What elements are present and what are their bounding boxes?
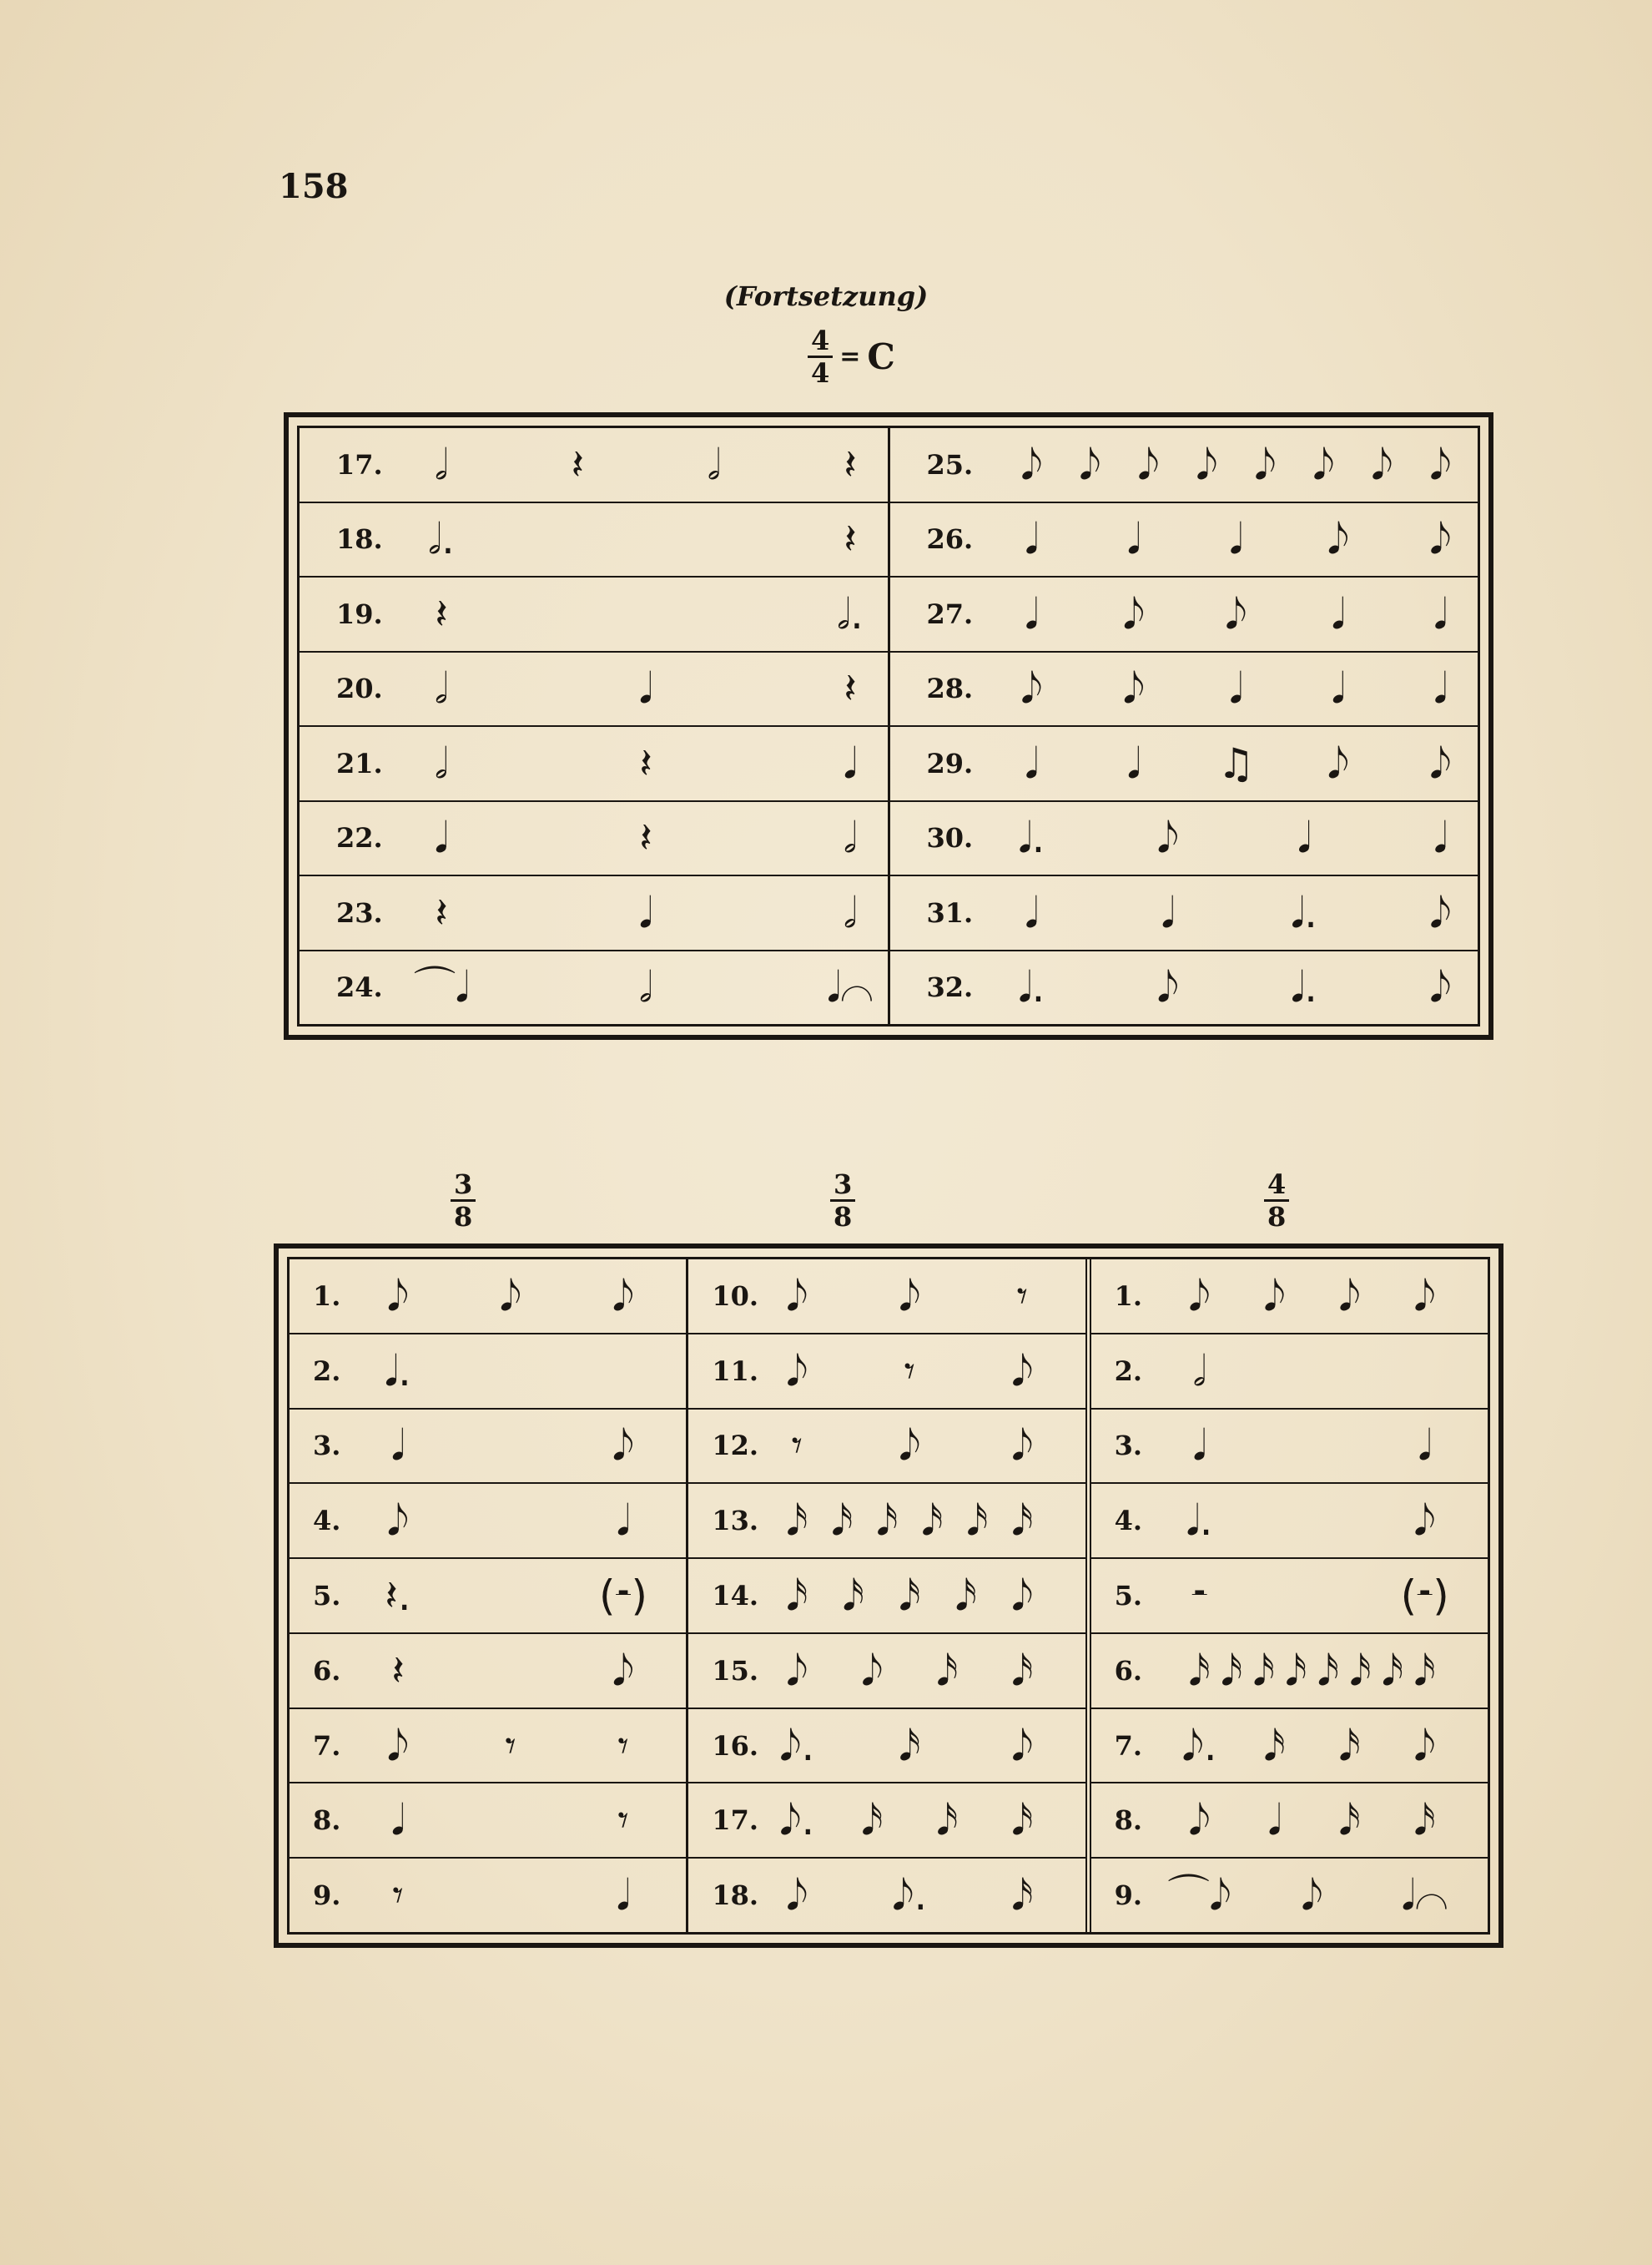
note-symbol: 𝅘𝅥𝅮: [500, 1271, 521, 1320]
note-symbol: 𝅘𝅥𝅮: [1188, 1271, 1211, 1320]
note-symbol: 𝅘𝅥𝅮: [612, 1646, 634, 1695]
note-symbol: 𝅘𝅥.: [1018, 963, 1045, 1012]
note-symbol: 𝅘𝅥𝅮: [1123, 589, 1145, 638]
table-row: [890, 503, 1478, 578]
exercise-number: 6.: [313, 1654, 341, 1687]
table-row: [688, 1783, 1085, 1859]
note-symbol: 𝅘𝅥𝅮: [861, 1646, 884, 1695]
note-symbol: 𝅘𝅥𝅯: [1221, 1646, 1243, 1695]
time-signature-denominator: 8: [454, 1201, 473, 1233]
exercise-number: 28.: [926, 673, 974, 705]
note-symbol: 𝅘𝅥𝅮.: [1181, 1721, 1217, 1770]
table-row: [890, 578, 1478, 653]
note-symbol: 𝅘𝅥𝅮: [1429, 888, 1452, 937]
note-symbol: 𝅘𝅥𝅮: [612, 1271, 634, 1320]
note-symbol: 𝅘𝅥𝅮: [1327, 515, 1349, 564]
table-column: [300, 428, 890, 1024]
note-symbol: 𝅘𝅥𝅮: [1079, 440, 1101, 489]
exercise-number: 3.: [313, 1430, 341, 1462]
note-symbol: 𝅘𝅥: [1297, 814, 1312, 863]
note-symbol: 𝅘𝅥: [844, 739, 857, 788]
exercise-number: 12.: [712, 1430, 758, 1462]
note-symbol: 𝅘𝅥𝅮: [1338, 1271, 1361, 1320]
note-symbol: 𝄾: [505, 1721, 516, 1770]
note-symbol: 𝅗𝅥: [707, 440, 721, 489]
note-symbol: 𝅘𝅥: [1433, 664, 1448, 714]
note-symbol: 𝅘𝅥𝅮: [1413, 1721, 1436, 1770]
note-symbol: 𝅘𝅥⌒: [827, 963, 874, 1012]
table-row: [1091, 1559, 1488, 1634]
table-row: [890, 951, 1478, 1025]
note-symbol: 𝅘𝅥𝅮: [1020, 664, 1043, 714]
exercise-number: 30.: [926, 822, 974, 855]
table-row: [290, 1334, 686, 1410]
note-symbol: 𝅘𝅥: [1127, 739, 1141, 788]
table-row: [688, 1410, 1085, 1485]
table-row: [1091, 1634, 1488, 1709]
note-symbol: 𝄽: [571, 440, 584, 489]
table-row: [688, 1634, 1085, 1709]
note-symbol: 𝅗𝅥: [844, 888, 857, 937]
note-symbol: 𝅘𝅥: [1025, 888, 1039, 937]
table-row: [890, 802, 1478, 877]
note-symbol: 𝅘𝅥𝅮: [1011, 1571, 1034, 1621]
note-symbol: 𝅘𝅥𝅯: [1413, 1646, 1436, 1695]
note-symbol: 𝅘𝅥𝅮: [1429, 739, 1452, 788]
note-symbol: (𝄼): [1400, 1571, 1449, 1621]
table-row: [300, 727, 888, 802]
note-symbol: 𝅘𝅥𝅯: [842, 1571, 864, 1621]
note-symbol: 𝅘𝅥.: [1291, 963, 1318, 1012]
note-symbol: 𝄾: [617, 1721, 629, 1770]
equals-sign: =: [839, 342, 861, 371]
note-symbol: 𝅘𝅥𝅯: [1188, 1646, 1211, 1695]
note-symbol: 𝅗𝅥: [435, 440, 448, 489]
table-column: [890, 428, 1478, 1024]
time-signature-denominator: 8: [834, 1201, 853, 1233]
table-column: [688, 1259, 1090, 1932]
table-row: [290, 1859, 686, 1932]
exercise-number: 23.: [336, 896, 383, 929]
table-row: [300, 428, 888, 503]
note-symbol: 𝅘𝅥: [1025, 515, 1039, 564]
note-symbol: 𝅘𝅥𝅮: [1225, 589, 1247, 638]
note-symbol: 𝅘𝅥𝅮.: [779, 1796, 815, 1845]
note-symbol: 𝄾: [392, 1871, 404, 1920]
note-symbol: 𝅘𝅥𝅯: [1252, 1646, 1275, 1695]
note-symbol: 𝅘𝅥𝅯: [899, 1721, 921, 1770]
exercise-number: 26.: [926, 523, 974, 556]
note-symbol: 𝅘𝅥𝅮: [786, 1346, 808, 1395]
exercise-number: 27.: [926, 598, 974, 630]
note-symbol: 𝅘𝅥: [1161, 888, 1175, 937]
note-symbol: 𝅘𝅥: [1229, 664, 1243, 714]
top-table-inner: [297, 426, 1480, 1027]
note-symbol: 𝅘𝅥𝅮: [1011, 1346, 1034, 1395]
note-symbol: 𝅘𝅥𝅮: [1413, 1271, 1436, 1320]
note-symbol: (𝄼): [598, 1571, 648, 1621]
table-row: [1091, 1410, 1488, 1485]
note-symbol: 𝅘𝅥: [639, 888, 652, 937]
table-row: [290, 1410, 686, 1485]
note-symbol: 𝅘𝅥𝅯: [1011, 1496, 1034, 1546]
note-symbol: 𝅘𝅥: [1433, 589, 1448, 638]
note-symbol: 𝅘𝅥𝅮: [1156, 963, 1179, 1012]
note-symbol: 𝅘𝅥𝅮: [1137, 440, 1160, 489]
time-signature-col1: [451, 1168, 476, 1233]
time-signature-col2: [830, 1168, 855, 1233]
table-row: [688, 1259, 1085, 1334]
exercise-number: 15.: [712, 1654, 758, 1687]
common-time-symbol: C: [867, 336, 895, 377]
table-row: [300, 653, 888, 728]
exercise-number: 8.: [313, 1804, 341, 1837]
note-symbol: 𝅘𝅥𝅮: [786, 1271, 808, 1320]
note-symbol: 𝅘𝅥𝅯: [1349, 1646, 1372, 1695]
exercise-number: 22.: [336, 822, 383, 855]
note-symbol: 𝅘𝅥: [639, 664, 652, 714]
note-symbol: 𝅘𝅥𝅮: [1011, 1421, 1034, 1470]
note-symbol: 𝄽: [435, 888, 448, 937]
top-rhythm-table: [284, 412, 1493, 1040]
note-symbol: 𝅘𝅥𝅮: [1301, 1871, 1323, 1920]
table-row: [688, 1334, 1085, 1410]
table-row: [890, 428, 1478, 503]
note-symbol: 𝅘𝅥𝅮: [786, 1871, 808, 1920]
exercise-number: 29.: [926, 747, 974, 779]
note-symbol: 𝅗𝅥.: [837, 589, 864, 638]
note-symbol: 𝅘𝅥𝅮: [1123, 664, 1145, 714]
exercise-number: 7.: [313, 1729, 341, 1762]
exercise-number: 21.: [336, 747, 383, 779]
note-symbol: 𝅗𝅥: [639, 963, 652, 1012]
note-symbol: 𝅘𝅥𝅯: [936, 1646, 959, 1695]
table-row: [1091, 1484, 1488, 1559]
note-symbol: 𝅘𝅥𝅮: [1327, 739, 1349, 788]
note-symbol: 𝅘𝅥𝅮: [1429, 515, 1452, 564]
note-symbol: 𝅘𝅥𝅮.: [779, 1721, 815, 1770]
note-symbol: 𝄽.: [385, 1571, 411, 1621]
exercise-number: 10.: [712, 1279, 758, 1312]
note-symbol: 𝅘𝅥𝅮: [1020, 440, 1043, 489]
note-symbol: 𝅘𝅥𝅮: [387, 1721, 409, 1770]
table-row: [688, 1559, 1085, 1634]
note-symbol: 𝅘𝅥𝅮: [1188, 1796, 1211, 1845]
exercise-number: 1.: [313, 1279, 341, 1312]
note-symbol: 𝅘𝅥.: [385, 1346, 411, 1395]
note-symbol: 𝅘𝅥𝅯: [1338, 1721, 1361, 1770]
note-symbol: 𝅘𝅥𝅮: [1312, 440, 1335, 489]
note-symbol: 𝅘𝅥𝅯: [1382, 1646, 1404, 1695]
note-symbol: 𝅗𝅥: [1192, 1346, 1206, 1395]
exercise-number: 25.: [926, 448, 974, 481]
note-symbol: 𝅘𝅥𝅯: [876, 1496, 899, 1546]
top-time-signature: [808, 325, 895, 389]
note-symbol: 𝅘𝅥𝅯: [1413, 1796, 1436, 1845]
time-signature-numerator: 3: [830, 1171, 855, 1202]
note-symbol: 𝄾: [791, 1421, 803, 1470]
table-row: [688, 1709, 1085, 1784]
note-symbol: 𝅘𝅥𝅮: [1156, 814, 1179, 863]
note-symbol: 𝅘𝅥𝅯: [1011, 1646, 1034, 1695]
note-symbol: 𝅘𝅥𝅮: [1011, 1721, 1034, 1770]
note-symbol: 𝅘𝅥𝅮: [612, 1421, 634, 1470]
note-symbol: 𝅘𝅥𝅯: [1011, 1871, 1034, 1920]
bottom-table-inner: [287, 1257, 1490, 1935]
exercise-number: 32.: [926, 971, 974, 1004]
note-symbol: 𝅘𝅥𝅮: [387, 1271, 409, 1320]
exercise-number: 11.: [712, 1354, 758, 1387]
note-symbol: 𝅗𝅥: [844, 814, 857, 863]
time-signature-col3: [1264, 1168, 1289, 1233]
table-row: [688, 1484, 1085, 1559]
note-symbol: 𝅘𝅥𝅮: [899, 1421, 921, 1470]
note-symbol: 𝅘𝅥𝅮: [1429, 963, 1452, 1012]
exercise-number: 2.: [313, 1354, 341, 1387]
note-symbol: 𝅘𝅥.: [1186, 1496, 1213, 1546]
note-symbol: 𝅘𝅥: [617, 1871, 630, 1920]
note-symbol: 𝅘𝅥𝅮: [899, 1271, 921, 1320]
exercise-number: 18.: [712, 1879, 758, 1912]
note-symbol: 𝅘𝅥𝅮: [786, 1646, 808, 1695]
table-row: [300, 503, 888, 578]
table-row: [300, 802, 888, 877]
bottom-rhythm-table: [274, 1243, 1503, 1948]
time-signature-numerator: 4: [1264, 1171, 1289, 1202]
exercise-number: 18.: [336, 523, 383, 556]
note-symbol: 𝅘𝅥𝅮: [387, 1496, 409, 1546]
time-signature-fraction: [808, 325, 833, 389]
note-symbol: 𝅘𝅥𝅯: [1317, 1646, 1339, 1695]
note-symbol: 𝅘𝅥: [1192, 1421, 1206, 1470]
note-symbol: 𝅘𝅥: [435, 814, 448, 863]
time-signature-denominator: 8: [1267, 1201, 1287, 1233]
note-symbol: 𝅘𝅥: [1433, 814, 1448, 863]
subtitle: (Fortsetzung): [723, 280, 929, 312]
note-symbol: 𝅘𝅥: [1332, 589, 1345, 638]
exercise-number: 13.: [712, 1505, 758, 1537]
note-symbol: 𝅘𝅥.: [1291, 888, 1318, 937]
note-symbol: 𝄾: [904, 1346, 915, 1395]
note-symbol: 𝅘𝅥𝅯: [1263, 1721, 1286, 1770]
time-signature-numerator: 4: [808, 327, 833, 358]
note-symbol: 𝅘𝅥: [1127, 515, 1141, 564]
table-row: [890, 653, 1478, 728]
note-symbol: 𝄽: [844, 440, 857, 489]
exercise-number: 5.: [1114, 1580, 1143, 1612]
table-column: [1091, 1259, 1488, 1932]
note-symbol: 𝄽: [435, 589, 448, 638]
note-symbol: 𝅘𝅥𝅮: [1371, 440, 1393, 489]
table-row: [290, 1634, 686, 1709]
table-row: [300, 578, 888, 653]
exercise-number: 17.: [336, 448, 383, 481]
page-number: 158: [279, 167, 349, 206]
note-symbol: 𝅘𝅥𝅮: [1196, 440, 1218, 489]
note-symbol: ♫: [1217, 739, 1255, 788]
table-row: [290, 1484, 686, 1559]
note-symbol: 𝅘𝅥𝅯: [936, 1796, 959, 1845]
note-symbol: 𝅘𝅥: [1332, 664, 1345, 714]
exercise-number: 5.: [313, 1580, 341, 1612]
exercise-number: 14.: [712, 1580, 758, 1612]
note-symbol: 𝄽: [639, 739, 652, 788]
exercise-number: 4.: [313, 1505, 341, 1537]
table-row: [290, 1259, 686, 1334]
exercise-number: 20.: [336, 673, 383, 705]
table-row: [890, 876, 1478, 951]
table-row: [1091, 1334, 1488, 1410]
table-column: [290, 1259, 688, 1932]
exercise-number: 9.: [313, 1879, 341, 1912]
note-symbol: 𝅘𝅥: [391, 1421, 405, 1470]
note-symbol: 𝅗𝅥.: [428, 515, 455, 564]
table-row: [290, 1783, 686, 1859]
exercise-number: 1.: [1114, 1279, 1143, 1312]
note-symbol: 𝄽: [639, 814, 652, 863]
exercise-number: 24.: [336, 971, 383, 1004]
exercise-number: 2.: [1114, 1354, 1143, 1387]
table-row: [300, 951, 888, 1025]
note-symbol: 𝅘𝅥𝅮: [1263, 1271, 1286, 1320]
table-row: [1091, 1783, 1488, 1859]
table-row: [1091, 1259, 1488, 1334]
note-symbol: 𝅘𝅥𝅯: [954, 1571, 977, 1621]
exercise-number: 6.: [1114, 1654, 1143, 1687]
note-symbol: 𝄽: [391, 1646, 405, 1695]
note-symbol: 𝅘𝅥: [1267, 1796, 1282, 1845]
note-symbol: 𝅘𝅥⌒: [1401, 1871, 1448, 1920]
note-symbol: 𝅘𝅥: [1025, 589, 1039, 638]
note-symbol: 𝅘𝅥𝅯: [1011, 1796, 1034, 1845]
note-symbol: 𝅘𝅥.: [1018, 814, 1045, 863]
note-symbol: ⌒𝅘𝅥: [414, 963, 469, 1012]
exercise-number: 9.: [1114, 1879, 1143, 1912]
note-symbol: 𝅘𝅥𝅯: [921, 1496, 944, 1546]
exercise-number: 16.: [712, 1729, 758, 1762]
table-row: [890, 727, 1478, 802]
note-symbol: ⌒𝅘𝅥𝅮: [1167, 1871, 1231, 1920]
note-symbol: 𝅘𝅥: [617, 1496, 630, 1546]
note-symbol: 𝅘𝅥𝅯: [899, 1571, 921, 1621]
table-row: [1091, 1709, 1488, 1784]
note-symbol: 𝄽: [844, 515, 857, 564]
exercise-number: 7.: [1114, 1729, 1143, 1762]
note-symbol: 𝄾: [617, 1796, 629, 1845]
note-symbol: 𝅘𝅥𝅯: [831, 1496, 854, 1546]
note-symbol: 𝅘𝅥𝅯: [966, 1496, 989, 1546]
exercise-number: 31.: [926, 896, 974, 929]
note-symbol: 𝅘𝅥𝅮: [1413, 1496, 1436, 1546]
note-symbol: 𝄾: [1016, 1271, 1028, 1320]
note-symbol: 𝅗𝅥: [435, 739, 448, 788]
note-symbol: 𝅘𝅥𝅯: [861, 1796, 884, 1845]
note-symbol: 𝅘𝅥𝅮: [1429, 440, 1452, 489]
exercise-number: 19.: [336, 598, 383, 630]
exercise-number: 4.: [1114, 1505, 1143, 1537]
table-row: [688, 1859, 1085, 1932]
table-row: [1091, 1859, 1488, 1932]
exercise-number: 3.: [1114, 1430, 1143, 1462]
note-symbol: 𝅘𝅥𝅯: [786, 1571, 808, 1621]
note-symbol: 𝄽: [844, 664, 857, 714]
exercise-number: 17.: [712, 1804, 758, 1837]
note-symbol: 𝅘𝅥𝅯: [1285, 1646, 1307, 1695]
time-signature-numerator: 3: [451, 1171, 476, 1202]
note-symbol: 𝄼: [1191, 1571, 1208, 1621]
note-symbol: 𝅘𝅥𝅮: [1254, 440, 1277, 489]
note-symbol: 𝅘𝅥𝅯: [786, 1496, 808, 1546]
table-row: [300, 876, 888, 951]
time-signature-denominator: 4: [811, 357, 830, 389]
table-row: [290, 1709, 686, 1784]
note-symbol: 𝅘𝅥𝅮.: [892, 1871, 928, 1920]
note-symbol: 𝅘𝅥: [1025, 739, 1039, 788]
note-symbol: 𝅗𝅥: [435, 664, 448, 714]
exercise-number: 8.: [1114, 1804, 1143, 1837]
note-symbol: 𝅘𝅥𝅯: [1338, 1796, 1361, 1845]
note-symbol: 𝅘𝅥: [391, 1796, 405, 1845]
note-symbol: 𝅘𝅥: [1418, 1421, 1432, 1470]
table-row: [290, 1559, 686, 1634]
note-symbol: 𝅘𝅥: [1229, 515, 1243, 564]
